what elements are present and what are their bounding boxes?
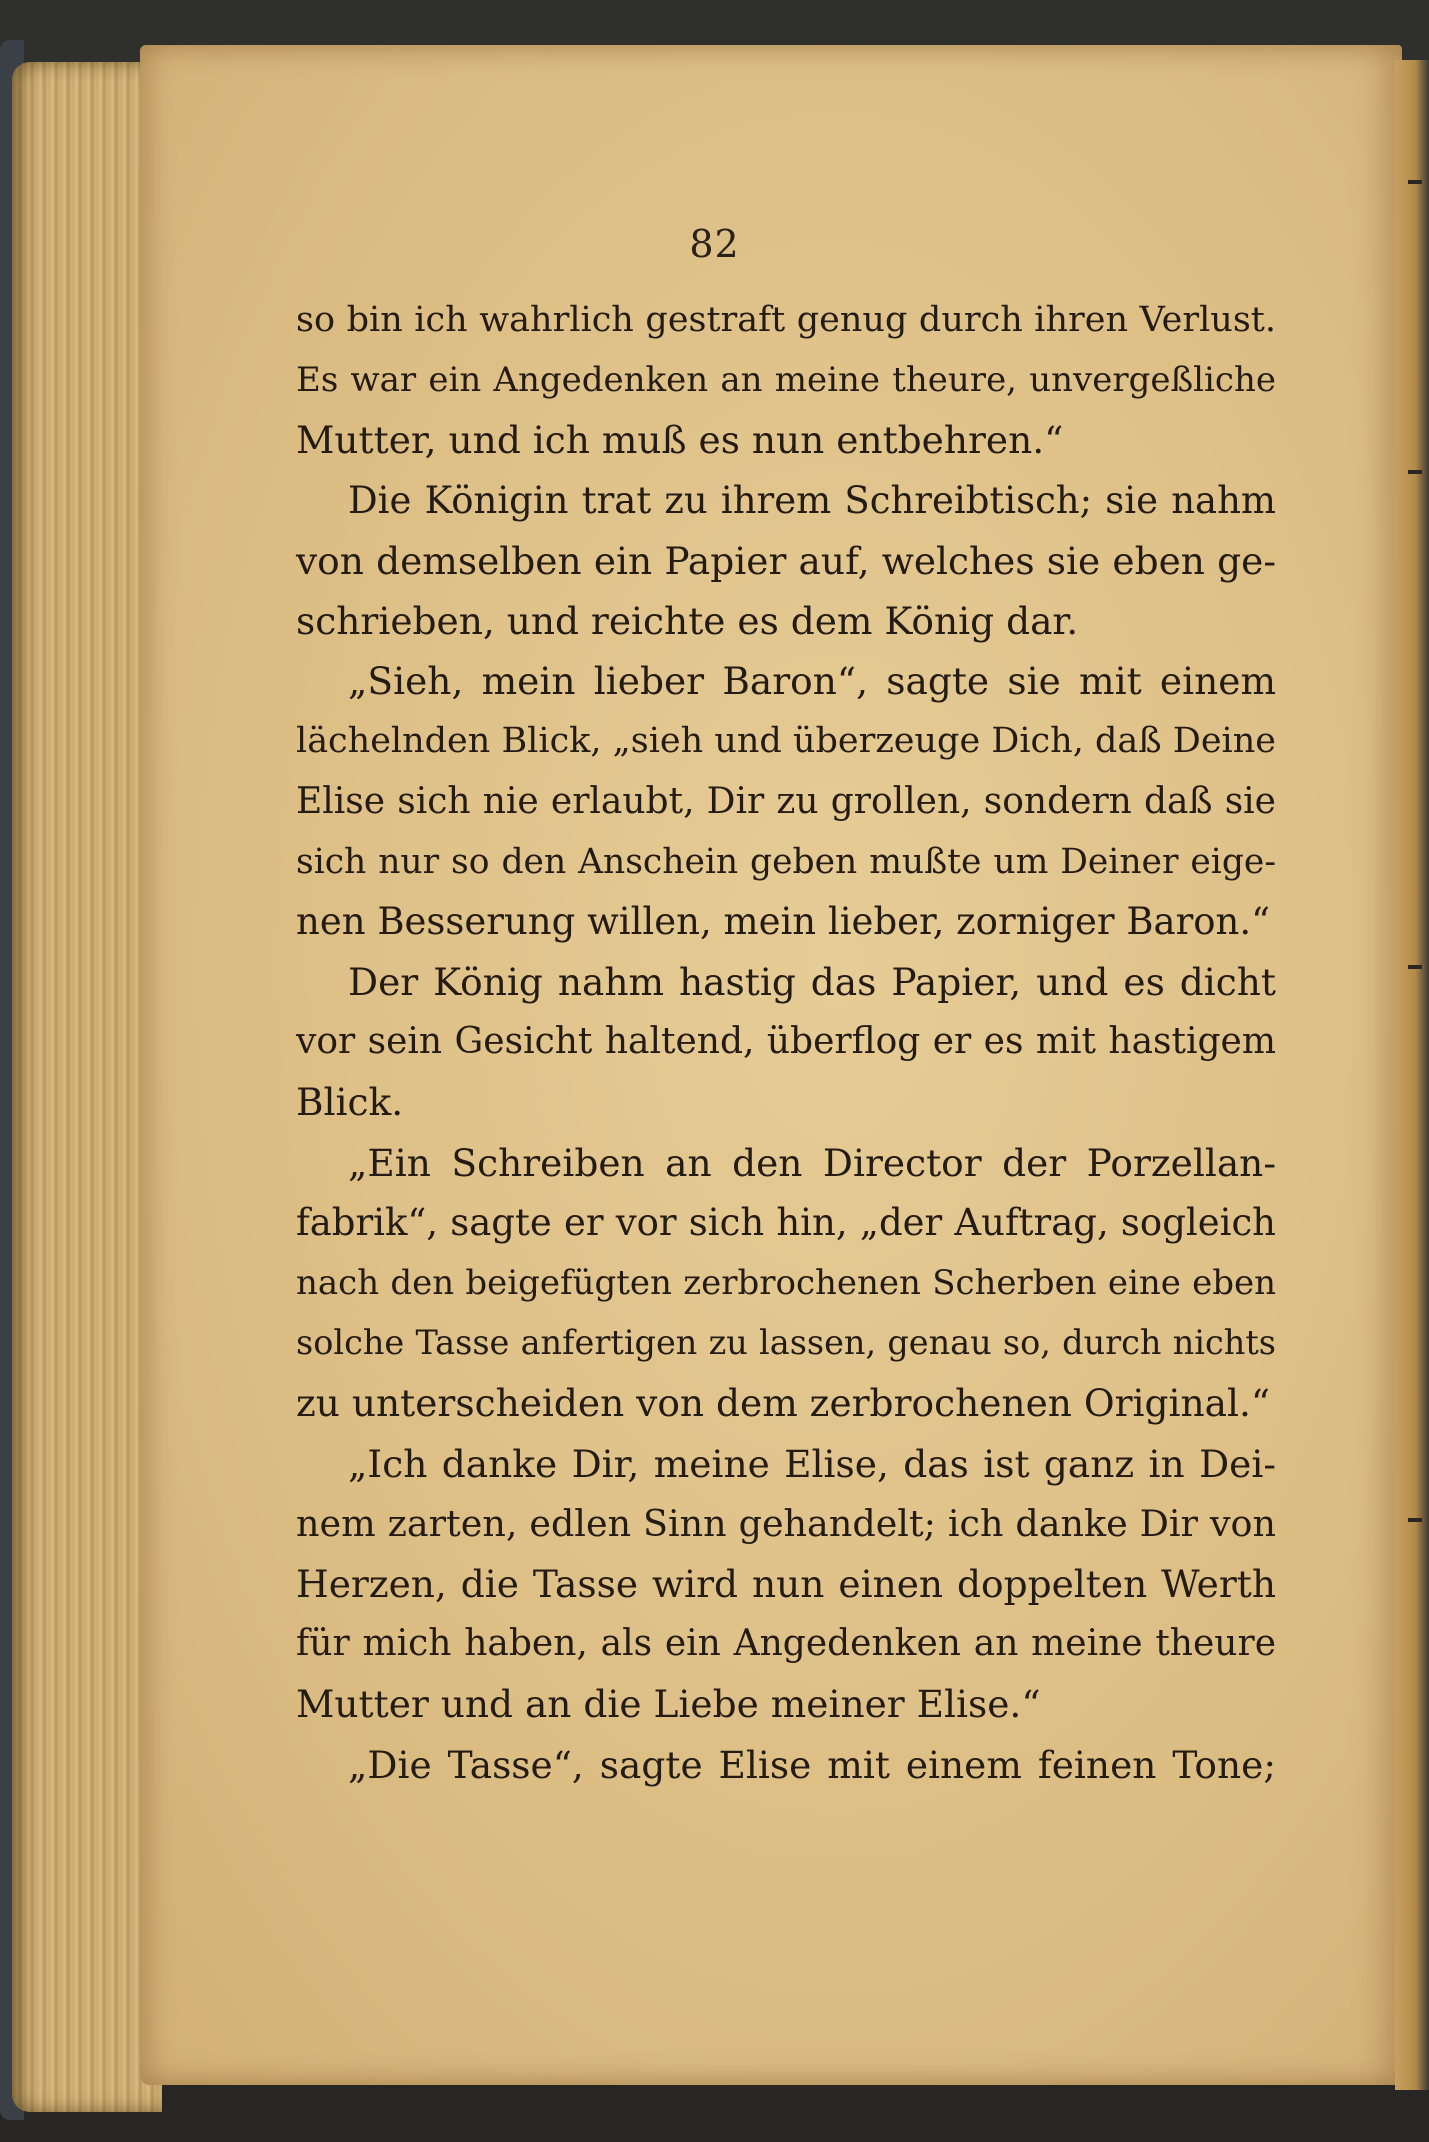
text-line: sich nur so den Anschein geben mußte um Deiner eige- [296, 841, 1276, 882]
text-line: Herzen, die Tasse wird nun einen doppelten Werth [296, 1561, 1276, 1606]
text-line: so bin ich wahrlich gestraft genug durch ihren Verlust. [296, 300, 1276, 340]
text-line: nen Besserung willen, mein lieber, zorniger Baron.“ [296, 899, 1271, 943]
text-line: „Sieh, mein lieber Baron“, sagte sie mit einem [348, 659, 1276, 704]
page-gutter [1395, 60, 1429, 2090]
text-line: lächelnden Blick, „sieh und überzeuge Dich, daß Deine [296, 721, 1276, 762]
text-line: „Ein Schreiben an den Director der Porzellan- [348, 1140, 1276, 1185]
text-line: zu unterscheiden von dem zerbrochenen Original.“ [296, 1381, 1271, 1426]
text-line: fabrik“, sagte er vor sich hin, „der Auftrag, sogleich [296, 1200, 1276, 1244]
text-line: Es war ein Angedenken an meine theure, unvergeßliche [296, 360, 1276, 401]
text-line: „Die Tasse“, sagte Elise mit einem feinen Tone; [348, 1742, 1276, 1787]
spine-mark [1408, 965, 1422, 969]
text-line: nem zarten, edlen Sinn gehandelt; ich danke Dir von [296, 1501, 1276, 1545]
text-line: Mutter, und ich muß es nun entbehren.“ [296, 418, 1064, 463]
text-line: für mich haben, als ein Angedenken an meine theure [296, 1623, 1276, 1665]
text-line: von demselben ein Papier auf, welches sie eben ge- [296, 538, 1276, 583]
page-number: 82 [689, 222, 740, 266]
text-line: Mutter und an die Liebe meiner Elise.“ [296, 1682, 1041, 1727]
text-line: vor sein Gesicht haltend, überflog er es mit hastigem [296, 1021, 1276, 1063]
text-line: Der König nahm hastig das Papier, und es dicht [348, 960, 1276, 1005]
text-line: Blick. [296, 1080, 404, 1125]
body-text [296, 290, 1276, 1795]
spine-mark [1408, 180, 1422, 184]
text-line: Die Königin trat zu ihrem Schreibtisch; sie nahm [348, 478, 1276, 522]
spine-mark [1408, 1518, 1422, 1522]
text-line: nach den beigefügten zerbrochenen Scherben eine eben [296, 1263, 1276, 1303]
spine-mark [1408, 470, 1422, 474]
text-line: „Ich danke Dir, meine Elise, das ist ganz in Dei- [348, 1441, 1276, 1486]
text-line: Elise sich nie erlaubt, Dir zu grollen, sondern daß sie [296, 780, 1276, 822]
text-line: schrieben, und reichte es dem König dar. [296, 598, 1079, 643]
text-line: solche Tasse anfertigen zu lassen, genau so, durch nichts [296, 1323, 1276, 1363]
